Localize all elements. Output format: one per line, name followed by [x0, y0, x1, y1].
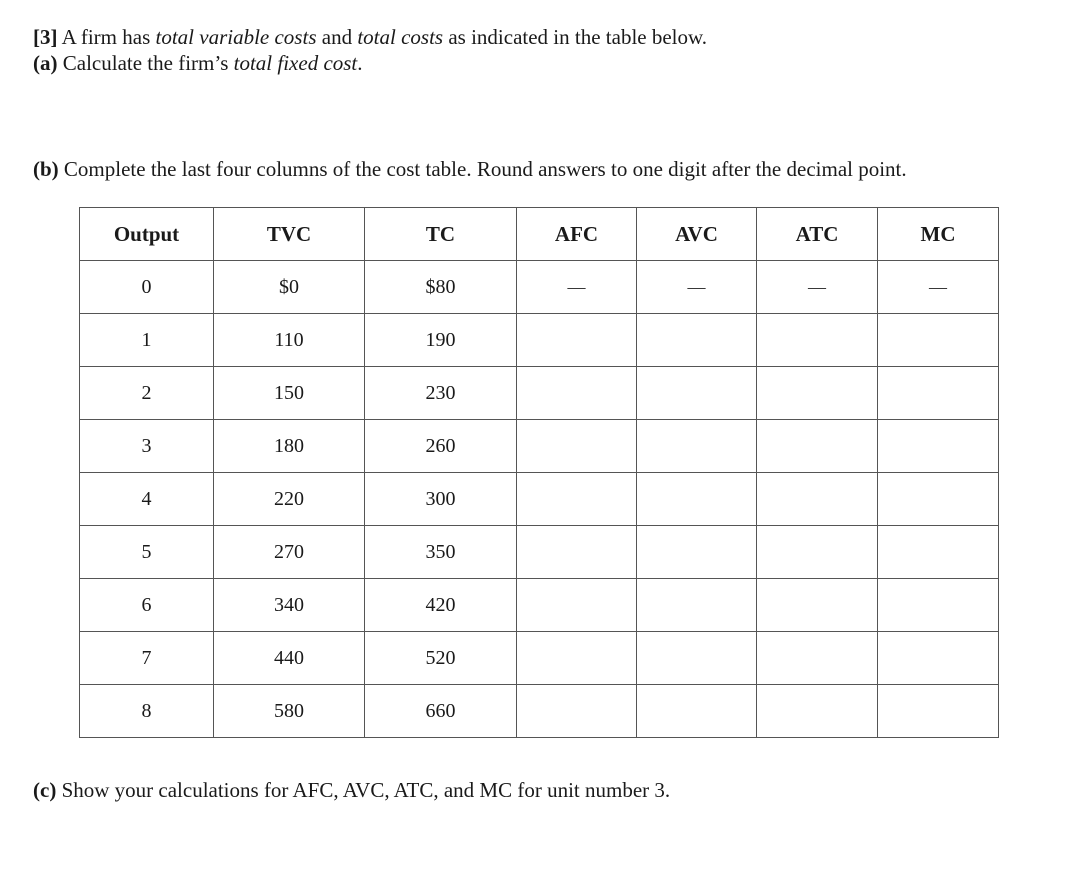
cell-output: 3 [80, 420, 214, 473]
cell-output: 1 [80, 314, 214, 367]
cell-tvc: 180 [214, 420, 365, 473]
cell-output: 6 [80, 579, 214, 632]
cell-avc[interactable] [637, 367, 757, 420]
cell-output: 7 [80, 632, 214, 685]
cell-avc[interactable] [637, 632, 757, 685]
cell-mc[interactable] [878, 685, 999, 738]
cell-avc[interactable] [637, 420, 757, 473]
cell-tvc: 580 [214, 685, 365, 738]
cell-tc: 300 [365, 473, 517, 526]
header-tc: TC [365, 208, 517, 261]
cell-tc: 190 [365, 314, 517, 367]
table-row [80, 473, 999, 526]
question-intro [33, 25, 707, 49]
cell-tvc: $0 [214, 261, 365, 314]
cell-afc[interactable] [517, 632, 637, 685]
header-afc: AFC [517, 208, 637, 261]
table-row [80, 579, 999, 632]
intro-text-2: and [316, 25, 358, 49]
part-b-prompt [33, 157, 907, 181]
cell-avc[interactable] [637, 473, 757, 526]
cell-output: 4 [80, 473, 214, 526]
cell-afc[interactable] [517, 420, 637, 473]
part-a-period: . [357, 51, 363, 75]
cell-mc[interactable] [878, 526, 999, 579]
cell-avc[interactable] [637, 314, 757, 367]
cell-mc[interactable] [878, 473, 999, 526]
table-row [80, 261, 999, 314]
cell-tc: 230 [365, 367, 517, 420]
cost-table [79, 207, 999, 738]
question-number: [3] [33, 25, 58, 49]
cell-mc[interactable] [878, 579, 999, 632]
cell-atc[interactable] [757, 473, 878, 526]
cell-tc: $80 [365, 261, 517, 314]
header-tvc: TVC [214, 208, 365, 261]
intro-text-3: as indicated in the table below. [443, 25, 708, 49]
part-c-prompt [33, 778, 670, 802]
cell-tc: 660 [365, 685, 517, 738]
cell-tvc: 110 [214, 314, 365, 367]
cell-output: 0 [80, 261, 214, 314]
cell-output: 8 [80, 685, 214, 738]
cell-atc[interactable] [757, 314, 878, 367]
cell-mc[interactable] [878, 632, 999, 685]
part-a-text: Calculate the firm’s [62, 51, 234, 75]
cell-mc[interactable] [878, 314, 999, 367]
cell-output: 5 [80, 526, 214, 579]
cell-tvc: 440 [214, 632, 365, 685]
cell-tvc: 220 [214, 473, 365, 526]
table-row [80, 420, 999, 473]
header-avc: AVC [637, 208, 757, 261]
part-b-label: (b) [33, 157, 59, 181]
intro-text-1: A firm has [61, 25, 156, 49]
cell-atc[interactable] [757, 685, 878, 738]
cell-afc[interactable] [517, 473, 637, 526]
header-mc: MC [878, 208, 999, 261]
part-a-label: (a) [33, 51, 58, 75]
table-row [80, 632, 999, 685]
part-c-text: Show your calculations for AFC, AVC, ATC, and MC for unit number 3. [61, 778, 671, 802]
cell-avc[interactable] [637, 685, 757, 738]
cell-atc[interactable] [757, 526, 878, 579]
part-a-prompt [33, 51, 363, 75]
cell-mc: — [878, 261, 999, 314]
cell-mc[interactable] [878, 367, 999, 420]
part-b-text: Complete the last four columns of the cost table. Round answers to one digit after the decimal point. [63, 157, 907, 181]
cell-tc: 520 [365, 632, 517, 685]
cell-tvc: 340 [214, 579, 365, 632]
cell-tc: 420 [365, 579, 517, 632]
cell-atc[interactable] [757, 367, 878, 420]
cell-afc: — [517, 261, 637, 314]
cell-avc[interactable] [637, 579, 757, 632]
table-row [80, 526, 999, 579]
cell-tvc: 270 [214, 526, 365, 579]
intro-emphasis-tvc: total variable costs [155, 25, 317, 49]
part-a-emphasis: total fixed cost [233, 51, 358, 75]
part-c-label: (c) [33, 778, 57, 802]
cell-afc[interactable] [517, 367, 637, 420]
cell-avc: — [637, 261, 757, 314]
cell-avc[interactable] [637, 526, 757, 579]
cell-atc[interactable] [757, 420, 878, 473]
cell-mc[interactable] [878, 420, 999, 473]
cell-afc[interactable] [517, 526, 637, 579]
cell-atc[interactable] [757, 579, 878, 632]
header-output: Output [80, 208, 214, 261]
cell-tvc: 150 [214, 367, 365, 420]
table-row [80, 367, 999, 420]
cell-afc[interactable] [517, 314, 637, 367]
intro-emphasis-tc: total costs [357, 25, 444, 49]
cell-tc: 350 [365, 526, 517, 579]
cell-output: 2 [80, 367, 214, 420]
cell-afc[interactable] [517, 579, 637, 632]
cell-tc: 260 [365, 420, 517, 473]
header-atc: ATC [757, 208, 878, 261]
cell-atc: — [757, 261, 878, 314]
table-row [80, 685, 999, 738]
cell-afc[interactable] [517, 685, 637, 738]
table-row [80, 314, 999, 367]
cell-atc[interactable] [757, 632, 878, 685]
table-header-row [80, 208, 999, 261]
